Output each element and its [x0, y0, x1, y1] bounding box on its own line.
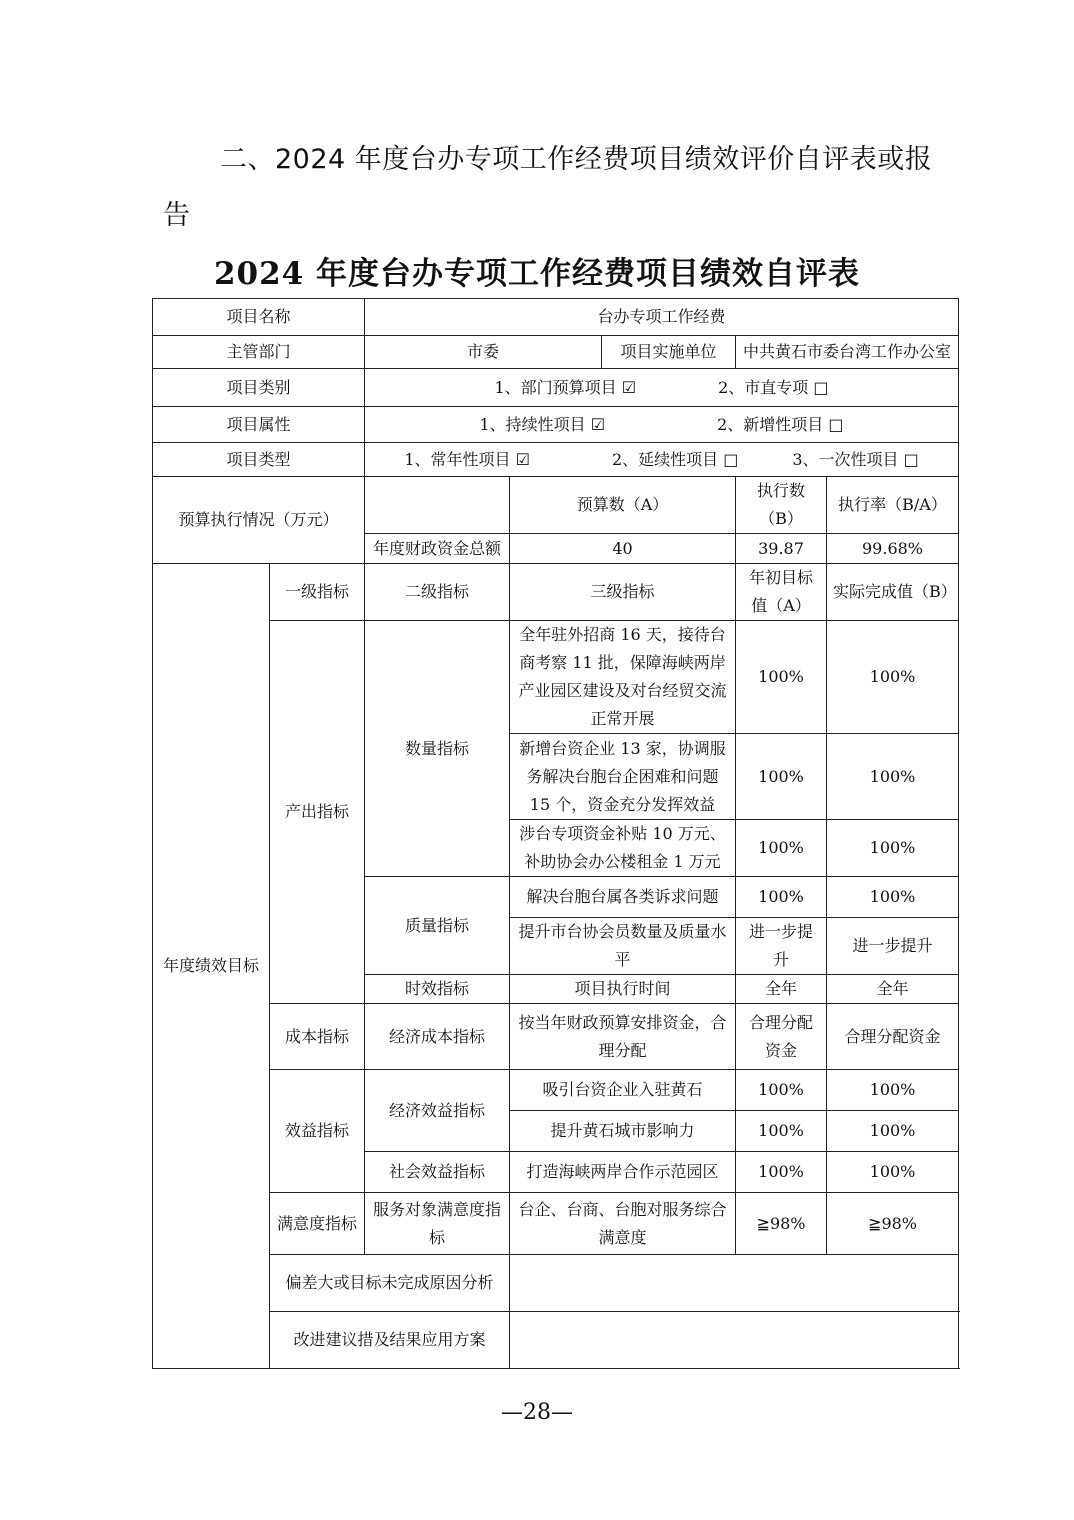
value-department: 市委	[365, 336, 602, 369]
value-project-type	[365, 443, 959, 477]
row-project-type	[153, 443, 959, 477]
header-level2: 二级指标	[365, 564, 510, 621]
actual-satisfaction-1: ≧98%	[827, 1193, 959, 1255]
row-cost	[153, 1004, 959, 1070]
label-quantity-indicator: 数量指标	[365, 621, 510, 877]
actual-cost-1: 合理分配资金	[827, 1004, 959, 1070]
label-economic-cost-indicator: 经济成本指标	[365, 1004, 510, 1070]
actual-quantity-2: 100%	[827, 734, 959, 820]
indicator-cost-1: 按当年财政预算安排资金，合理分配	[510, 1004, 736, 1070]
indicator-benefit-2: 提升黄石城市影响力	[510, 1111, 736, 1152]
row-budget-header	[153, 477, 959, 534]
row-benefit-1	[153, 1070, 959, 1111]
target-quantity-2: 100%	[736, 734, 827, 820]
label-deviation-analysis: 偏差大或目标未完成原因分析	[270, 1255, 510, 1312]
value-project-attribute	[365, 407, 959, 443]
value-project-name: 台办专项工作经费	[365, 299, 959, 336]
target-quality-1: 100%	[736, 877, 827, 918]
row-improvement-plan	[153, 1312, 959, 1369]
header-executed-amount: 执行数（B）	[736, 477, 827, 534]
header-budget-amount: 预算数（A）	[510, 477, 736, 534]
evaluation-table	[152, 298, 959, 1369]
indicator-social-1: 打造海峡两岸合作示范园区	[510, 1152, 736, 1193]
row-quantity-1	[153, 621, 959, 734]
row-department	[153, 336, 959, 369]
type-option-regular: 1、常年性项目 ☑	[404, 449, 530, 469]
target-quantity-3: 100%	[736, 820, 827, 877]
actual-quantity-3: 100%	[827, 820, 959, 877]
label-annual-fiscal-total: 年度财政资金总额	[365, 534, 510, 564]
target-quantity-1: 100%	[736, 621, 827, 734]
actual-timeliness-1: 全年	[827, 975, 959, 1004]
form-title: 2024 年度台办专项工作经费项目绩效自评表	[213, 256, 861, 292]
header-execution-rate: 执行率（B/A）	[827, 477, 959, 534]
actual-quality-1: 100%	[827, 877, 959, 918]
actual-benefit-2: 100%	[827, 1111, 959, 1152]
row-deviation-analysis	[153, 1255, 959, 1312]
value-project-category	[365, 369, 959, 407]
label-output-indicator: 产出指标	[270, 621, 365, 1004]
type-option-one-time: 3、一次性项目 □	[792, 449, 919, 469]
label-cost-indicator: 成本指标	[270, 1004, 365, 1070]
header-level1: 一级指标	[270, 564, 365, 621]
label-benefit-indicator: 效益指标	[270, 1070, 365, 1193]
actual-quantity-1: 100%	[827, 621, 959, 734]
value-improvement-plan	[510, 1312, 959, 1369]
indicator-satisfaction-1: 台企、台商、台胞对服务综合满意度	[510, 1193, 736, 1255]
label-quality-indicator: 质量指标	[365, 877, 510, 975]
actual-social-1: 100%	[827, 1152, 959, 1193]
target-benefit-1: 100%	[736, 1070, 827, 1111]
label-service-satisfaction-indicator: 服务对象满意度指标	[365, 1193, 510, 1255]
header-level3: 三级指标	[510, 564, 736, 621]
category-option-city-special: 2、市直专项 □	[718, 377, 829, 397]
actual-quality-2: 进一步提升	[827, 918, 959, 975]
page-number: —28—	[501, 1400, 573, 1425]
label-project-name: 项目名称	[153, 299, 365, 336]
target-quality-2: 进一步提升	[736, 918, 827, 975]
label-project-type: 项目类型	[153, 443, 365, 477]
actual-benefit-1: 100%	[827, 1070, 959, 1111]
row-project-category	[153, 369, 959, 407]
row-goals-header	[153, 564, 959, 621]
indicator-quality-1: 解决台胞台属各类诉求问题	[510, 877, 736, 918]
row-project-name	[153, 299, 959, 336]
target-satisfaction-1: ≧98%	[736, 1193, 827, 1255]
target-timeliness-1: 全年	[736, 975, 827, 1004]
label-budget-execution: 预算执行情况（万元）	[153, 477, 365, 564]
category-option-dept-budget: 1、部门预算项目 ☑	[494, 377, 637, 397]
value-deviation-analysis	[510, 1255, 959, 1312]
label-improvement-plan: 改进建议措及结果应用方案	[270, 1312, 510, 1369]
attribute-option-continuing: 1、持续性项目 ☑	[479, 414, 606, 434]
indicator-timeliness-1: 项目执行时间	[510, 975, 736, 1004]
label-project-attribute: 项目属性	[153, 407, 365, 443]
budget-header-blank	[365, 477, 510, 534]
indicator-quantity-2: 新增台资企业 13 家，协调服务解决台胞台企困难和问题 15 个，资金充分发挥效益	[510, 734, 736, 820]
value-implementing-unit: 中共黄石市委台湾工作办公室	[736, 336, 959, 369]
indicator-quantity-1: 全年驻外招商 16 天，接待台商考察 11 批，保障海峡两岸产业园区建设及对台经贸交流正常开展	[510, 621, 736, 734]
label-social-benefit-indicator: 社会效益指标	[365, 1152, 510, 1193]
label-annual-goals: 年度绩效目标	[153, 564, 270, 1369]
label-timeliness-indicator: 时效指标	[365, 975, 510, 1004]
row-satisfaction	[153, 1193, 959, 1255]
label-department: 主管部门	[153, 336, 365, 369]
target-benefit-2: 100%	[736, 1111, 827, 1152]
indicator-quantity-3: 涉台专项资金补贴 10 万元、补助协会办公楼租金 1 万元	[510, 820, 736, 877]
value-executed-amount: 39.87	[736, 534, 827, 564]
label-implementing-unit: 项目实施单位	[602, 336, 736, 369]
attribute-option-new: 2、新增性项目 □	[717, 414, 844, 434]
type-option-extended: 2、延续性项目 □	[611, 449, 739, 469]
header-actual-value: 实际完成值（B）	[827, 564, 959, 621]
label-satisfaction-indicator: 满意度指标	[270, 1193, 365, 1255]
value-execution-rate: 99.68%	[827, 534, 959, 564]
value-budget-amount: 40	[510, 534, 736, 564]
label-economic-benefit-indicator: 经济效益指标	[365, 1070, 510, 1152]
label-project-category: 项目类别	[153, 369, 365, 407]
row-project-attribute	[153, 407, 959, 443]
indicator-benefit-1: 吸引台资企业入驻黄石	[510, 1070, 736, 1111]
header-target-value: 年初目标值（A）	[736, 564, 827, 621]
target-social-1: 100%	[736, 1152, 827, 1193]
indicator-quality-2: 提升市台协会员数量及质量水平	[510, 918, 736, 975]
target-cost-1: 合理分配资金	[736, 1004, 827, 1070]
section-heading: 二、2024 年度台办专项工作经费项目绩效评价自评表或报告	[163, 144, 933, 231]
